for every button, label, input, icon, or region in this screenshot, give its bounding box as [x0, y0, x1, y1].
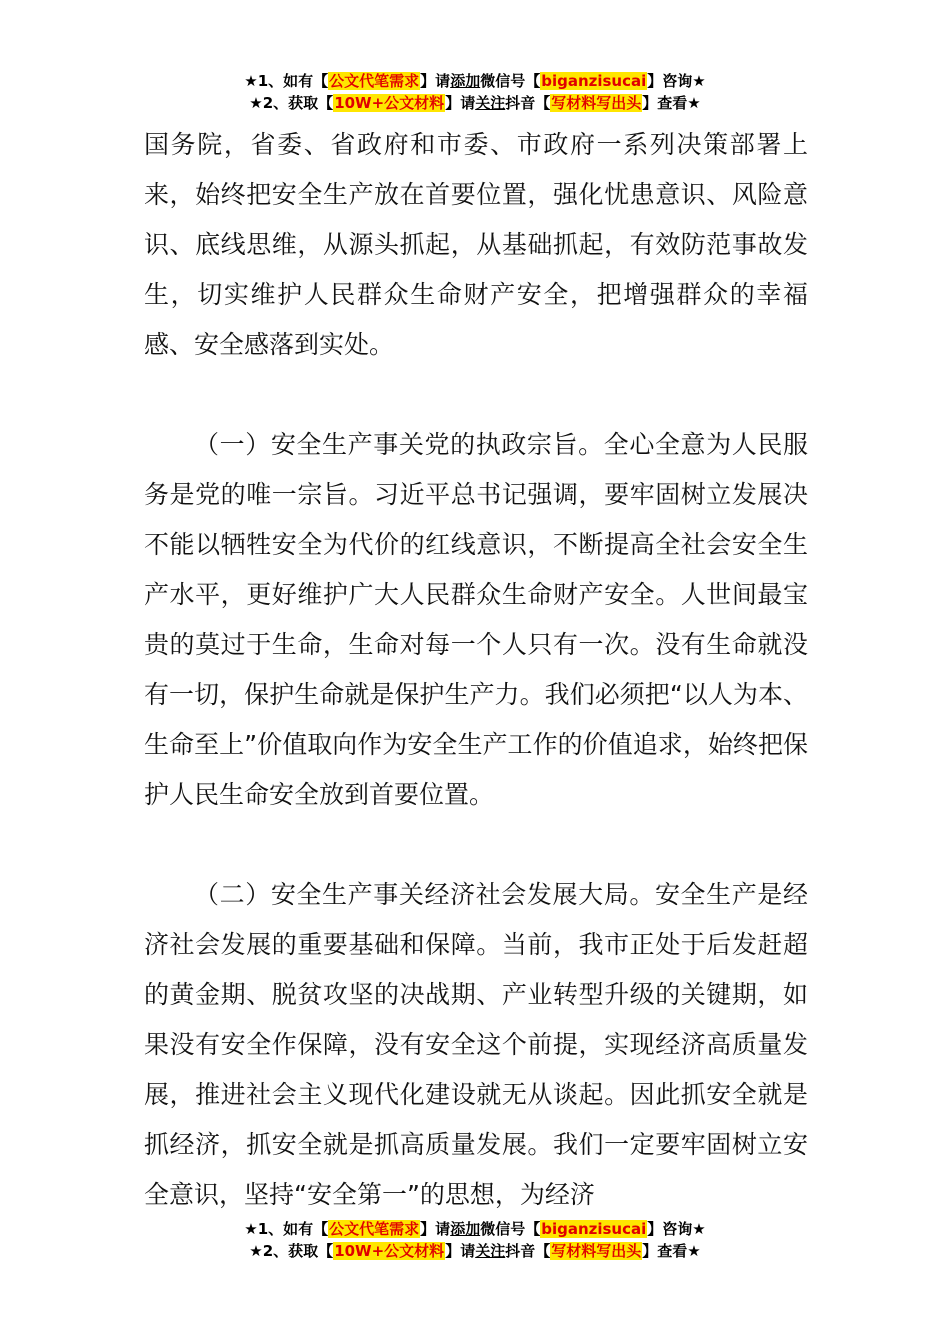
paragraph-intro: 国务院，省委、省政府和市委、市政府一系列决策部署上来，始终把安全生产放在首要位置，强化忧患意识、风险意识、底线思维，从源头抓起，从基础抓起，有效防范事故发生，切实维护人民群众生命财产安全，把增强群众的幸福感、安全感落到实处。: [144, 130, 808, 359]
banner-text: 抖音【: [505, 1242, 551, 1260]
paragraph-spacer: [144, 820, 808, 870]
banner-text: 】咨询★: [647, 1220, 706, 1238]
banner-text: 】请: [420, 1220, 451, 1238]
banner-highlight-douyin-id: 写材料写出头: [551, 94, 642, 112]
banner-highlight: 公文代笔需求: [329, 72, 420, 90]
header-banner: [0, 70, 950, 114]
banner-underline-text: 添加: [450, 1220, 481, 1238]
paragraph-spacer: [144, 370, 808, 420]
banner-highlight: 10W+公文材料: [334, 1242, 445, 1260]
banner-text: 】请: [445, 94, 476, 112]
banner-highlight-wechat-id: biganzisucai: [541, 72, 647, 90]
banner-text: 抖音【: [505, 94, 551, 112]
banner-text: ★1、如有【: [244, 1220, 329, 1238]
banner-text: ★1、如有【: [244, 72, 329, 90]
paragraph-section-1: （一）安全生产事关党的执政宗旨。全心全意为人民服务是党的唯一宗旨。习近平总书记强调，要牢固树立发展决不能以牺牲安全为代价的红线意识，不断提高全社会安全生产水平，更好维护广大人民群众生命财产安全。人世间最宝贵的莫过于生命，生命对每一个人只有一次。没有生命就没有一切，保护生命就是保护生产力。我们必须把“以人为本、生命至上”价值取向作为安全生产工作的价值追求，始终把保护人民生命安全放到首要位置。: [144, 430, 808, 809]
banner-underline-text: 添加: [450, 72, 481, 90]
banner-line-2: [0, 1240, 950, 1262]
banner-underline-text: 关注: [475, 1242, 506, 1260]
banner-highlight: 公文代笔需求: [329, 1220, 420, 1238]
banner-text: ★2、获取【: [249, 1242, 334, 1260]
paragraph-section-2: （二）安全生产事关经济社会发展大局。安全生产是经济社会发展的重要基础和保障。当前，我市正处于后发赶超的黄金期、脱贫攻坚的决战期、产业转型升级的关键期，如果没有安全作保障，没有安全这个前提，实现经济高质量发展，推进社会主义现代化建设就无从谈起。因此抓安全就是抓经济，抓安全就是抓高质量发展。我们一定要牢固树立安全意识，坚持“安全第一”的思想，为经济: [144, 880, 808, 1209]
banner-highlight-douyin-id: 写材料写出头: [551, 1242, 642, 1260]
banner-line-1: [0, 70, 950, 92]
banner-line-2: [0, 92, 950, 114]
footer-banner: [0, 1218, 950, 1262]
document-body: [144, 120, 808, 1220]
banner-text: 】咨询★: [647, 72, 706, 90]
banner-text: 】查看★: [642, 1242, 701, 1260]
banner-text: ★2、获取【: [249, 94, 334, 112]
banner-highlight: 10W+公文材料: [334, 94, 445, 112]
banner-text: 】请: [445, 1242, 476, 1260]
banner-text: 】查看★: [642, 94, 701, 112]
banner-highlight-wechat-id: biganzisucai: [541, 1220, 647, 1238]
banner-text: 】请: [420, 72, 451, 90]
banner-text: 微信号【: [480, 1220, 541, 1238]
banner-line-1: [0, 1218, 950, 1240]
banner-underline-text: 关注: [475, 94, 506, 112]
banner-text: 微信号【: [480, 72, 541, 90]
